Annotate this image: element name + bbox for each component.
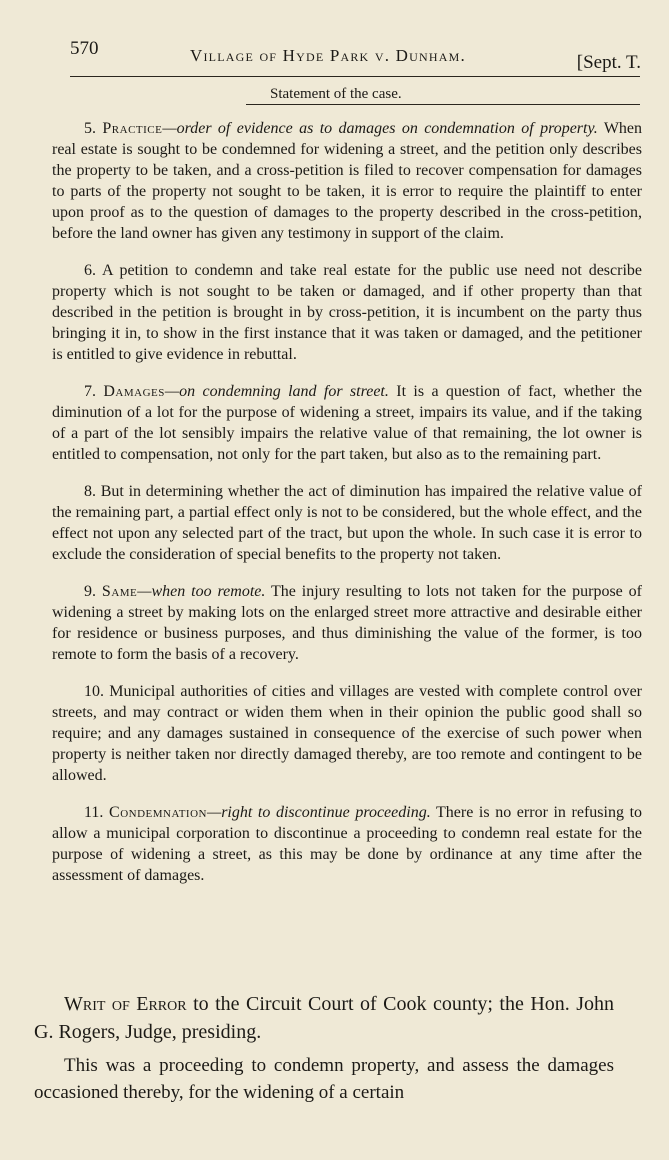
header-rule bbox=[70, 76, 640, 77]
headnotes bbox=[52, 118, 642, 902]
headnote: 11. Condemnation—right to discontinue proceeding. There is no error in refusing to allow a municipal corporation to discontinue a proceeding to condemn real estate for the purpose of widening a street, as this may be done by ordinance at any time after the assessment of damages. bbox=[52, 804, 643, 884]
headnote: 10. Municipal authorities of cities and villages are vested with complete control over streets, and may contract or widen them when in their opinion the public good shall so require; and any damages sustained in consequence of the exercise of such power when property is neither taken nor directly damaged thereby, are too remote and contingent to be allowed. bbox=[52, 683, 642, 784]
statement-heading: Statement of the case. bbox=[270, 86, 402, 102]
headnote: 9. Same—when too remote. The injury resulting to lots not taken for the purpose of widening a street by making lots on the enlarged street more attractive and desirable either for residence or business purposes, and thus diminishing the value of the former, is too remote to form the basis of a recovery. bbox=[52, 583, 643, 663]
page-header bbox=[62, 38, 641, 74]
page-number: 570 bbox=[70, 38, 99, 59]
headnote: 6. A petition to condemn and take real estate for the public use need not describe property which is not sought to be taken or damaged, and if other property than that described in the petition is brought in by cross-petition, it is incumbent on the party thus bringing it in, to show in the first instance that it was taken or damaged, and the petitioner is entitled to give evidence in rebuttal. bbox=[52, 262, 642, 363]
writ-of-error bbox=[34, 990, 614, 1046]
writ-text: to the Circuit Court of Cook county; the Hon. John G. Rogers, Judge, presiding. bbox=[34, 993, 615, 1043]
headnote: 5. Practice—order of evidence as to damages on condemnation of property. When real estate is sought to be condemned for widening a street, and the petition only describes the property to be taken, and a cross-petition is filed to recover compensation for damages to parts of the property not sought to be taken, it is error to require the plaintiff to enter upon proof as to the question of damages to the property described in the cross-petition, before the land owner has given any testimony in support of the claim. bbox=[52, 120, 643, 242]
headnote: 7. Damages—on condemning land for street. It is a question of fact, whether the diminution of a lot for the purpose of widening a street, impairs its value, and if the taking of a part of the lot sensibly impairs the relative value of that remaining, the lot owner is entitled to compensation, not only for the part taken, but also as to the remaining part. bbox=[52, 383, 643, 463]
running-title: Village of Hyde Park v. Dunham. bbox=[190, 46, 466, 65]
headnote: 8. But in determining whether the act of diminution has impaired the relative value of the remaining part, a partial effect only is not to be considered, but the whole effect, and the effect not upon any selected part of the tract, but upon the whole. In such case it is error to exclude the consideration of special benefits to the property not taken. bbox=[52, 483, 643, 563]
statement-rule bbox=[246, 104, 640, 105]
running-date: [Sept. T. bbox=[576, 52, 641, 73]
case-statement-text: This was a proceeding to condemn property, and assess the damages occasioned thereby, for the widening of a certain bbox=[34, 1055, 614, 1103]
writ-lead: Writ of Error bbox=[64, 993, 187, 1015]
